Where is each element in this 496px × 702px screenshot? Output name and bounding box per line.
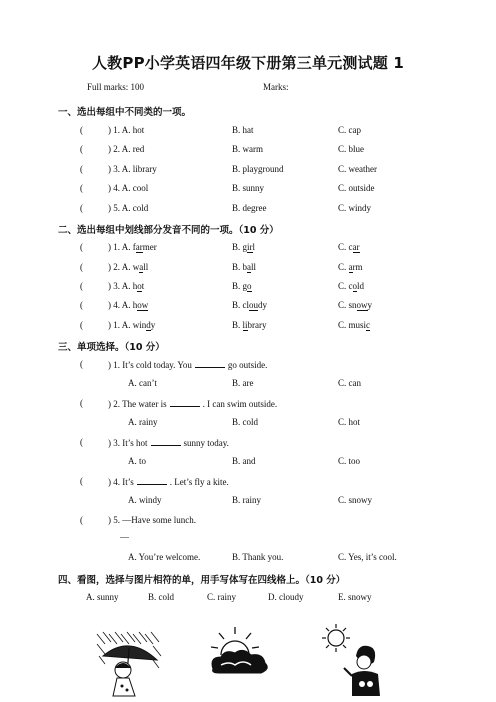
option-c: C. rainy	[207, 592, 236, 602]
paren-open: (	[80, 476, 83, 486]
s2-q2-a: ) 2. A. wall	[108, 262, 149, 272]
option-b: B. cold	[148, 592, 174, 602]
full-marks: Full marks: 100	[87, 82, 145, 92]
option-e: E. snowy	[338, 592, 372, 602]
s1-q1-b: B. hat	[232, 125, 254, 135]
paren-open: (	[80, 203, 83, 213]
s1-q3-c: C. weather	[338, 164, 377, 174]
paren-open: (	[80, 398, 83, 408]
s1-q2: ) 2. A. red	[108, 144, 145, 154]
sunny-hot-picture	[318, 622, 388, 700]
s2-q2-c: C. arm	[338, 262, 363, 272]
s2-q2-b: B. ball	[232, 262, 257, 272]
answer-blank[interactable]	[137, 476, 167, 485]
s3-q3: ) 3. It’s hot sunny today.	[108, 438, 229, 448]
s1-q1-c: C. cap	[338, 125, 361, 135]
s3-q1-a: A. can’t	[128, 378, 157, 388]
cloudy-sun-picture	[205, 625, 275, 680]
s3-q2-a: A. rainy	[128, 417, 158, 427]
s2-q3-b: B. go	[232, 281, 252, 291]
s1-q4-b: B. sunny	[232, 183, 265, 193]
s3-q4: ) 4. It’s . Let’s fly a kite.	[108, 477, 229, 487]
s3-q5-a: A. You’re welcome.	[128, 552, 201, 562]
answer-blank[interactable]	[151, 437, 181, 446]
s1-q2-c: C. blue	[338, 144, 364, 154]
section1-heading: 一、选出每组中不同类的一项。	[58, 107, 192, 118]
s2-q5-c: C. music	[338, 320, 371, 330]
s3-q4-a: A. windy	[128, 495, 162, 505]
s1-q5: ) 5. A. cold	[108, 203, 149, 213]
s3-q5: ) 5. —Have some lunch.	[108, 515, 196, 525]
section2-heading: 二、选出每组中划线部分发音不同的一项。（10 分）	[58, 225, 279, 236]
s2-q3-a: ) 3. A. hot	[108, 281, 145, 291]
paren-open: (	[80, 125, 83, 135]
s3-q3-b: B. and	[232, 456, 256, 466]
paren-open: (	[80, 320, 83, 330]
s2-q4-a: ) 4. A. how	[108, 300, 149, 310]
marks-label: Marks:	[263, 82, 289, 92]
paren-open: (	[80, 437, 83, 447]
s2-q3-c: C. cold	[338, 281, 365, 291]
paren-open: (	[80, 164, 83, 174]
s3-q5-dash: —	[120, 532, 129, 542]
s3-q5-c: C. Yes, it’s cool.	[338, 552, 397, 562]
s2-q5-a: ) 1. A. windy	[108, 320, 156, 330]
s3-q2-b: B. cold	[232, 417, 258, 427]
section3-heading: 三、单项选择。（10 分）	[58, 342, 165, 353]
s1-q1: ) 1. A. hot	[108, 125, 145, 135]
s2-q4-b: B. cloudy	[232, 300, 267, 310]
s1-q5-c: C. windy	[338, 203, 372, 213]
option-a: A. sunny	[86, 592, 119, 602]
s3-q4-b: B. rainy	[232, 495, 261, 505]
s3-q3-a: A. to	[128, 456, 146, 466]
s3-q2: ) 2. The water is . I can swim outside.	[108, 399, 278, 409]
s2-q5-b: B. library	[232, 320, 267, 330]
page-title: 人教PP小学英语四年级下册第三单元测试题 1	[91, 54, 405, 72]
paren-open: (	[80, 281, 83, 291]
s3-q1-c: C. can	[338, 378, 361, 388]
rainy-picture	[95, 630, 163, 702]
s2-q4-c: C. snowy	[338, 300, 373, 310]
answer-blank[interactable]	[195, 359, 225, 368]
paren-open: (	[80, 183, 83, 193]
paren-open: (	[80, 359, 83, 369]
s2-q1-c: C. car	[338, 242, 360, 252]
paren-open: (	[80, 242, 83, 252]
paren-open: (	[80, 144, 83, 154]
s1-q3-b: B. playground	[232, 164, 284, 174]
section4-heading: 四、看图，选择与图片相符的单，用手写体写在四线格上。（10 分）	[58, 575, 346, 586]
s3-q3-c: C. too	[338, 456, 361, 466]
s3-q5-b: B. Thank you.	[232, 552, 284, 562]
s2-q1-b: B. girl	[232, 242, 256, 252]
s3-q2-c: C. hot	[338, 417, 361, 427]
paren-open: (	[80, 262, 83, 272]
s1-q4-c: C. outside	[338, 183, 375, 193]
s2-q1-a: ) 1. A. farmer	[108, 242, 157, 252]
s3-q4-c: C. snowy	[338, 495, 373, 505]
s1-q5-b: B. degree	[232, 203, 267, 213]
paren-open: (	[80, 515, 83, 525]
s1-q2-b: B. warm	[232, 144, 263, 154]
s3-q1-b: B. are	[232, 378, 254, 388]
s1-q4: ) 4. A. cool	[108, 183, 149, 193]
answer-blank[interactable]	[170, 398, 200, 407]
paren-open: (	[80, 300, 83, 310]
s3-q1: ) 1. It’s cold today. You go outside.	[108, 360, 268, 370]
s1-q3: ) 3. A. library	[108, 164, 157, 174]
option-d: D. cloudy	[268, 592, 304, 602]
